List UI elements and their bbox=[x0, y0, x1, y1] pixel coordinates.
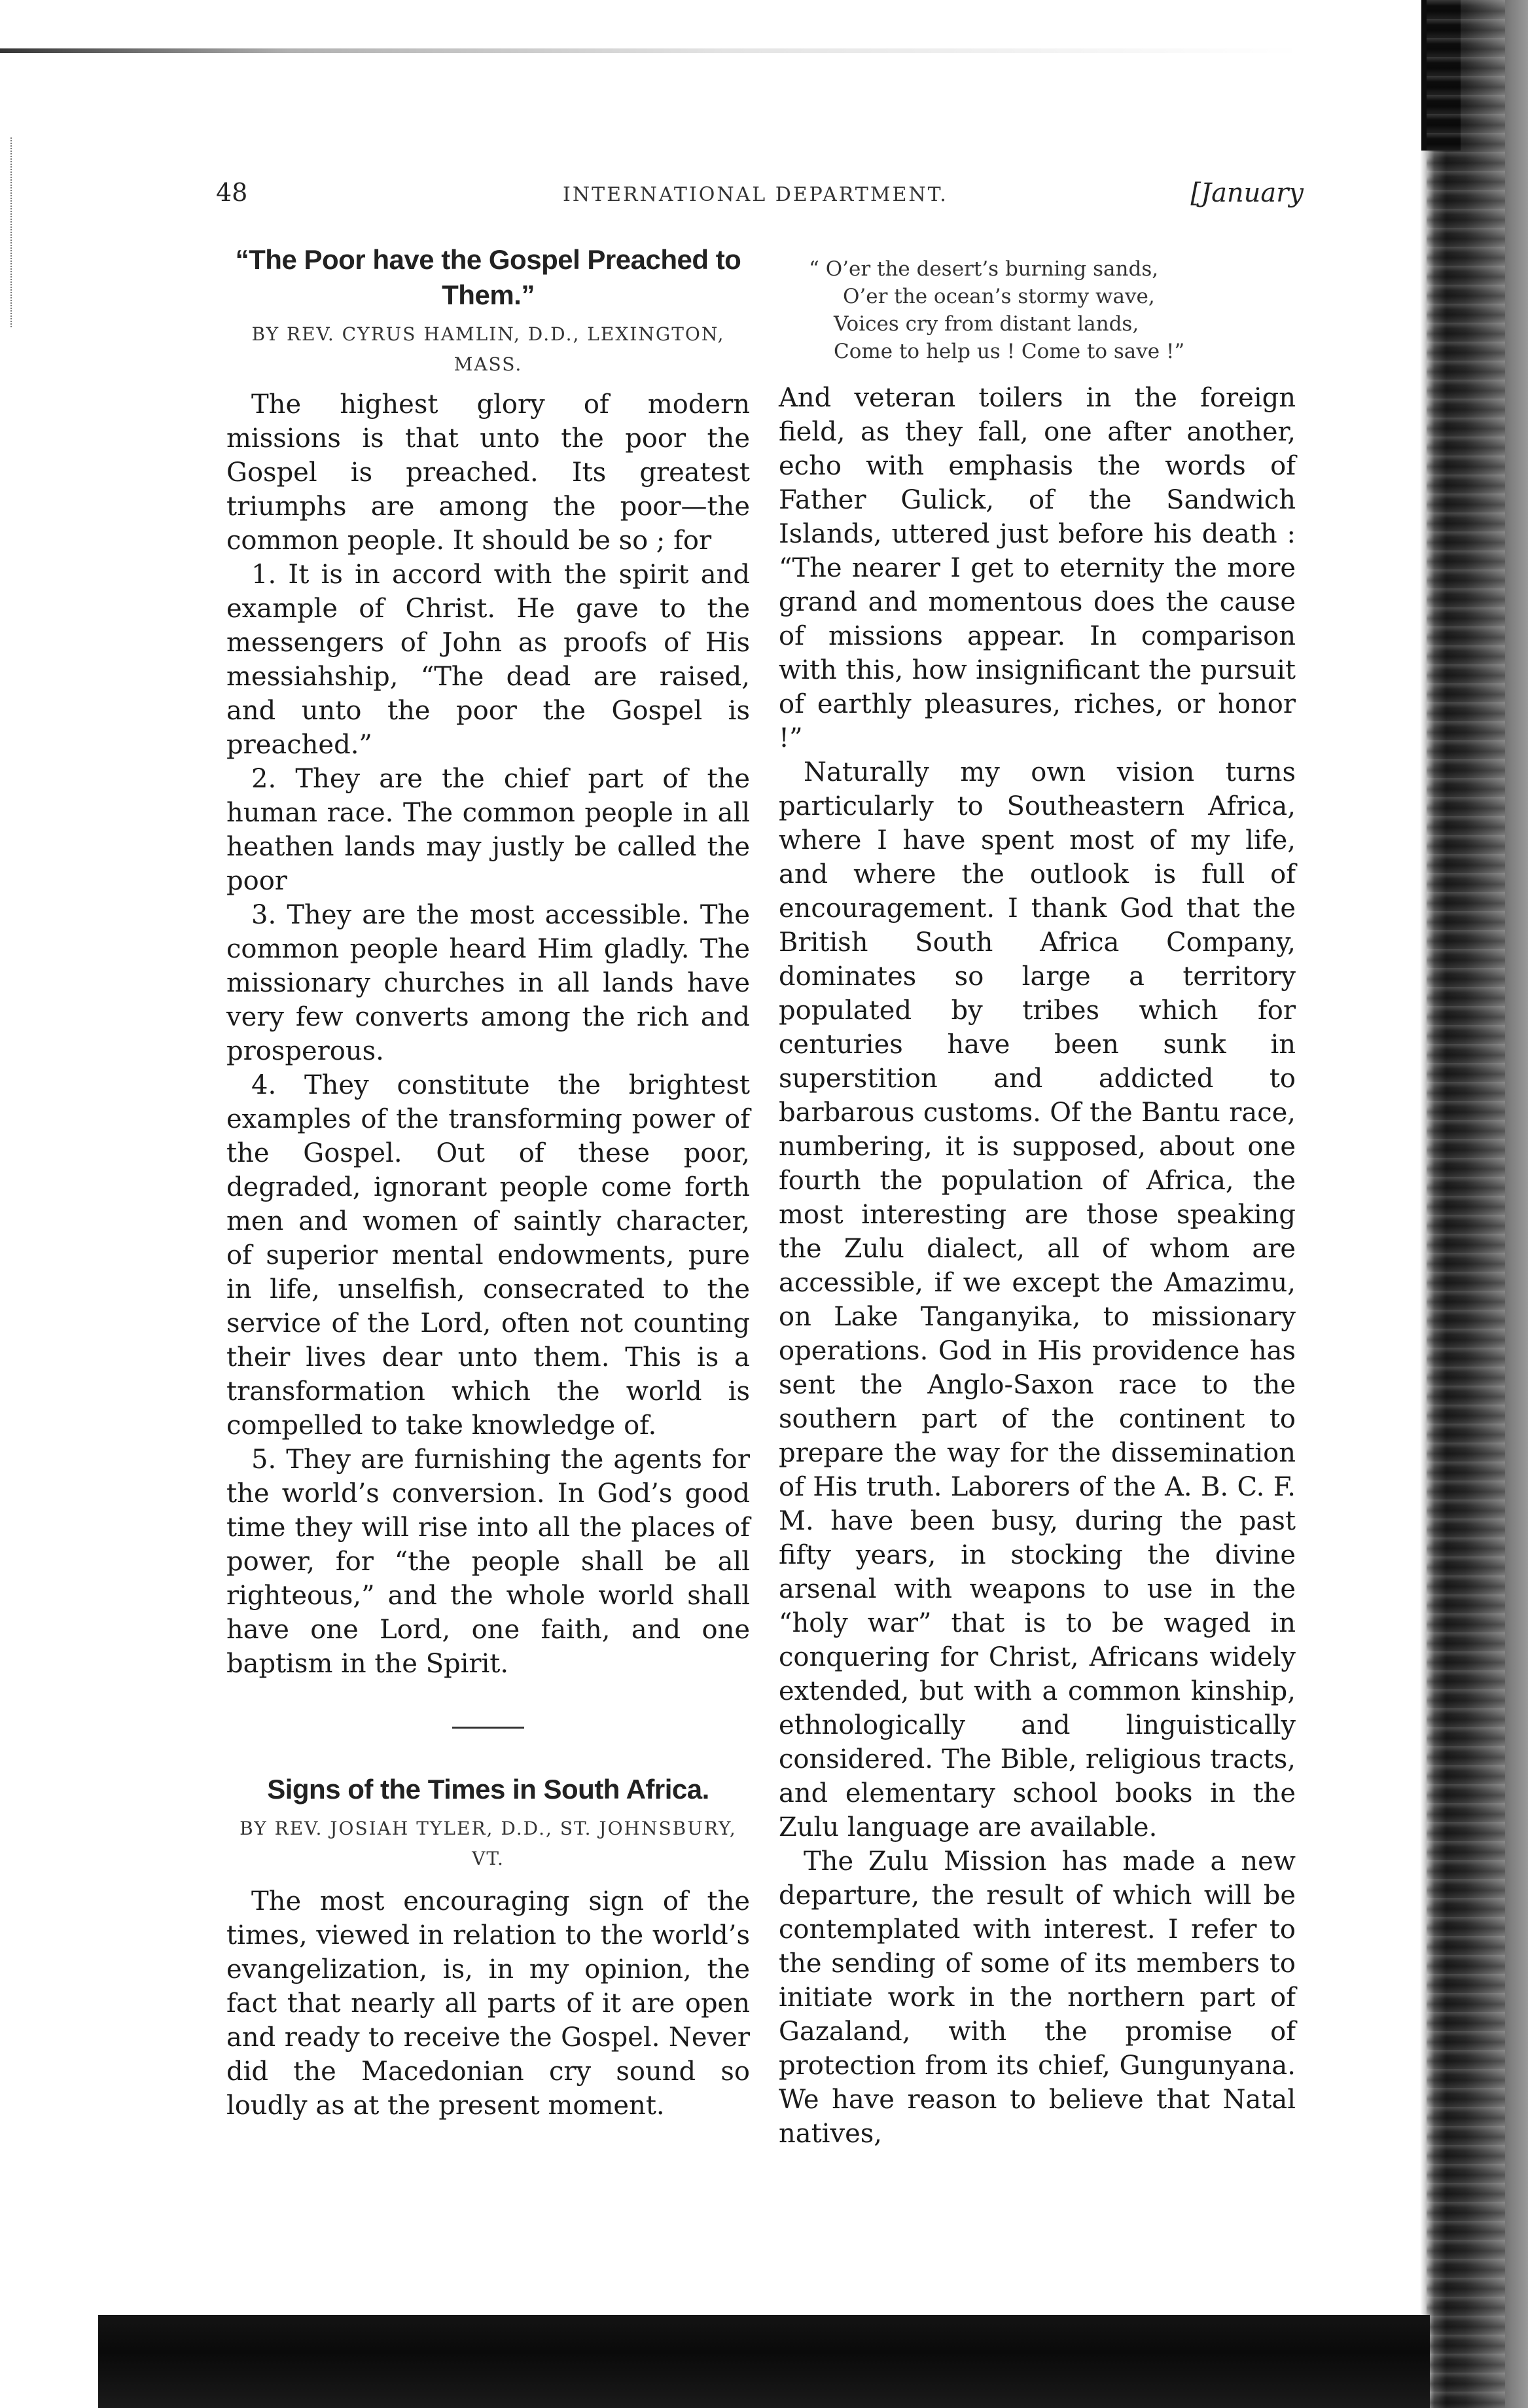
paragraph: 4. They constitute the brightest examples of the transforming power of the Gospel. Out of these poor, degraded, ignorant people come forth men and women of saintly character, of superior mental endowments, pure in life, unselfish, consecrated to the service of the Lord, often not counting their lives dear unto them. This is a transformation which the world is compelled to take knowledge of. bbox=[226, 1070, 750, 1441]
poem-quote bbox=[779, 255, 1296, 365]
poem-line: Come to help us ! Come to save !” bbox=[834, 340, 1185, 363]
scan-top-edge-line bbox=[0, 48, 1446, 53]
poem-line: “ O’er the desert’s burning sands, bbox=[809, 257, 1159, 281]
scan-left-margin-marks bbox=[10, 137, 16, 327]
paragraph: Naturally my own vision turns particularly to Southeastern Africa, where I have spent most of my life, and where the outlook is full of encouragement. I thank God that the British South Africa Company, dominates so large a territory populated by tribes which for centuries have been sunk in superstition and addicted to barbarous customs. Of the Bantu race, numbering, it is supposed, about one fourth the population of Africa, the most interesting are those speaking the Zulu dialect, all of whom are accessible, if we except the Amazimu, on Lake Tanganyika, to missionary operations. God in His providence has sent the Anglo-Saxon race to the southern part of the continent to prepare the way for the dissemination of His truth. Laborers of the A. B. C. F. M. have been busy, during the past fifty years, in stocking the divine arsenal with weapons to use in the “holy war” that is to be waged in conquering for Christ, Africans widely extended, but with a common kinship, ethnologically and linguistically considered. The Bible, religious tracts, and elementary school books in the Zulu language are available. bbox=[779, 757, 1296, 1842]
left-column bbox=[226, 242, 750, 2123]
poem-line: Voices cry from distant lands, bbox=[834, 312, 1139, 336]
scan-bottom-edge-bar bbox=[98, 2315, 1430, 2408]
paragraph: 5. They are furnishing the agents for the world’s conversion. In God’s good time they will rise into all the places of power, for “the people shall be all righteous,” and the whole world shall have one Lord, one faith, and one baptism in the Spirit. bbox=[226, 1445, 750, 1679]
issue-month: [January bbox=[1190, 178, 1304, 208]
article-byline-tyler: BY REV. JOSIAH TYLER, D.D., ST. JOHNSBURY, VT. bbox=[240, 1818, 737, 1869]
paragraph: The Zulu Mission has made a new departure, the result of which will be contemplated with interest. I refer to the sending of some of its members to initiate work in the northern part of Gazaland, with the promise of protection from its chief, Gungunyana. We have reason to believe that Natal natives, bbox=[779, 1846, 1296, 2149]
paragraph: The highest glory of modern missions is that unto the poor the Gospel is preached. Its greatest triumphs are among the poor—the common people. It should be so ; for bbox=[226, 389, 750, 556]
paragraph: The most encouraging sign of the times, viewed in relation to the world’s evangelization, is, in my opinion, the fact that nearly all parts of it are open and ready to receive the Gospel. Never did the Macedonian cry sound so loudly as at the present moment. bbox=[226, 1886, 750, 2121]
poem-line: O’er the ocean’s stormy wave, bbox=[843, 285, 1155, 308]
paragraph: 2. They are the chief part of the human race. The common people in all heathen lands may justly be called the poor bbox=[226, 764, 750, 896]
section-divider bbox=[452, 1727, 524, 1729]
paragraph: And veteran toilers in the foreign field, as they fall, one after another, echo with emphasis the words of Father Gulick, of the Sandwich Islands, uttered just before his death : “The nearer I get to eternity the more grand and momentous does the cause of missions appear. In comparison with this, how insignificant the pursuit of earthly pleasures, riches, or honor !” bbox=[779, 383, 1296, 753]
article-title-poor-gospel: “The Poor have the Gospel Preached to Them.” bbox=[235, 244, 741, 310]
running-head: INTERNATIONAL DEPARTMENT. bbox=[563, 183, 948, 206]
article-title-signs-times: Signs of the Times in South Africa. bbox=[267, 1774, 709, 1805]
paragraph: 1. It is in accord with the spirit and example of Christ. He gave to the messengers of John as proofs of His messiahship, “The dead are raised, and unto the poor the Gospel is preached.” bbox=[226, 560, 750, 760]
article-byline-hamlin: BY REV. CYRUS HAMLIN, D.D., LEXINGTON, MASS. bbox=[251, 323, 725, 375]
right-column bbox=[779, 246, 1296, 2151]
page-header bbox=[216, 178, 1304, 217]
page-number: 48 bbox=[216, 178, 248, 207]
paragraph: 3. They are the most accessible. The common people heard Him gladly. The missionary churches in all lands have very few converts among the rich and prosperous. bbox=[226, 900, 750, 1066]
scan-right-page-edge bbox=[1420, 0, 1528, 2408]
